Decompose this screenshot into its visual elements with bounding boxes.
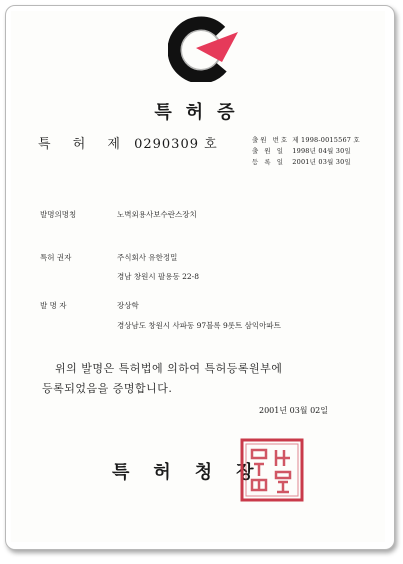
issuing-office: 특허청장 — [112, 462, 278, 483]
meta-key: 등 록 일 — [252, 158, 285, 166]
meta-key: 출원 번호 — [252, 136, 290, 144]
issue-date: 2001년 03월 02일 — [259, 406, 328, 415]
patent-number-value: 0290309 호 — [134, 137, 218, 152]
official-seal-icon — [240, 438, 304, 502]
meta-value: 1998년 04월 30일 — [292, 147, 351, 155]
inventor-label: 발 명 자 — [40, 301, 67, 310]
meta-key: 출 원 일 — [252, 147, 285, 155]
statement-line-1: 위의 발명은 특허법에 의하여 특허등록원부에 — [55, 362, 283, 375]
kipo-logo-icon — [168, 14, 238, 82]
patent-number — [38, 133, 218, 152]
statement-line-2: 등록되었음을 증명합니다. — [42, 382, 173, 395]
meta-value: 2001년 03월 30일 — [292, 158, 351, 166]
certificate-title: 특허증 — [154, 102, 249, 123]
inventor-address: 경상남도 창원시 사파동 97블록 9롯트 삼익아파트 — [117, 321, 281, 330]
patentee-label: 특허 권자 — [40, 253, 72, 262]
meta-row-application-date — [252, 146, 351, 155]
inventor-name: 장상학 — [117, 301, 139, 310]
meta-row-registration-date — [252, 157, 351, 166]
meta-value: 제 1998-0015567 호 — [292, 136, 360, 144]
patentee-address: 경남 창원시 팔용동 22-8 — [117, 272, 199, 281]
meta-row-application-no — [252, 135, 360, 144]
invention-title-value: 노벽외용사보수란스장치 — [117, 210, 197, 219]
patent-number-prefix: 특 허 제 — [38, 137, 129, 152]
patentee-name: 주식회사 유한정밀 — [117, 253, 178, 262]
invention-title-label: 발명의명칭 — [40, 210, 77, 219]
